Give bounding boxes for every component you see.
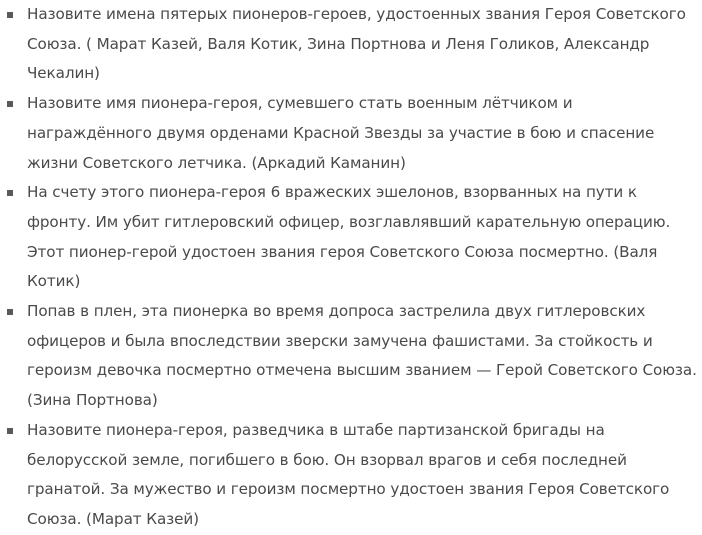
question-text: Назовите имена пятерых пионеров-героев, удостоенных звания Героя Советского Союза. ( Марат Казей, Валя Котик, Зина Портнова и Леня Голиков, Александр Чекалин) bbox=[27, 5, 686, 83]
square-bullet-icon bbox=[7, 101, 13, 107]
question-text: Назовите пионера-героя, разведчика в штабе партизанской бригады на белорусской земле, погибшего в бою. Он взорвал врагов и себя последней гранатой. За мужество и героизм посмертно удостоен звания Героя Советского Союза. (Марат Казей) bbox=[27, 420, 670, 528]
square-bullet-icon bbox=[7, 309, 13, 315]
square-bullet-icon bbox=[7, 190, 13, 196]
list-item bbox=[0, 178, 702, 297]
square-bullet-icon bbox=[7, 428, 13, 434]
question-text: На счету этого пионера-героя 6 вражеских эшелонов, взорванных на пути к фронту. Им убит гитлеровский офицер, возглавлявший карательную операцию. Этот пионер-герой удостоен звания героя Советского Союза посмертно. (Валя Котик) bbox=[27, 183, 671, 291]
question-text: Попав в плен, эта пионерка во время допроса застрелила двух гитлеровских офицеров и была впоследствии зверски замучена фашистами. За стойкость и героизм девочка посмертно отмечена высшим званием — Герой Советского Союза. (Зина Портнова) bbox=[27, 302, 697, 410]
list-item bbox=[0, 416, 702, 535]
square-bullet-icon bbox=[7, 12, 13, 18]
list-item bbox=[0, 89, 702, 178]
list-item bbox=[0, 297, 702, 416]
question-text: Назовите имя пионера-героя, сумевшего стать военным лётчиком и награждённого двумя орденами Красной Звезды за участие в бою и спасение жизни Советского летчика. (Аркадий Каманин) bbox=[27, 94, 655, 172]
list-item bbox=[0, 0, 702, 89]
